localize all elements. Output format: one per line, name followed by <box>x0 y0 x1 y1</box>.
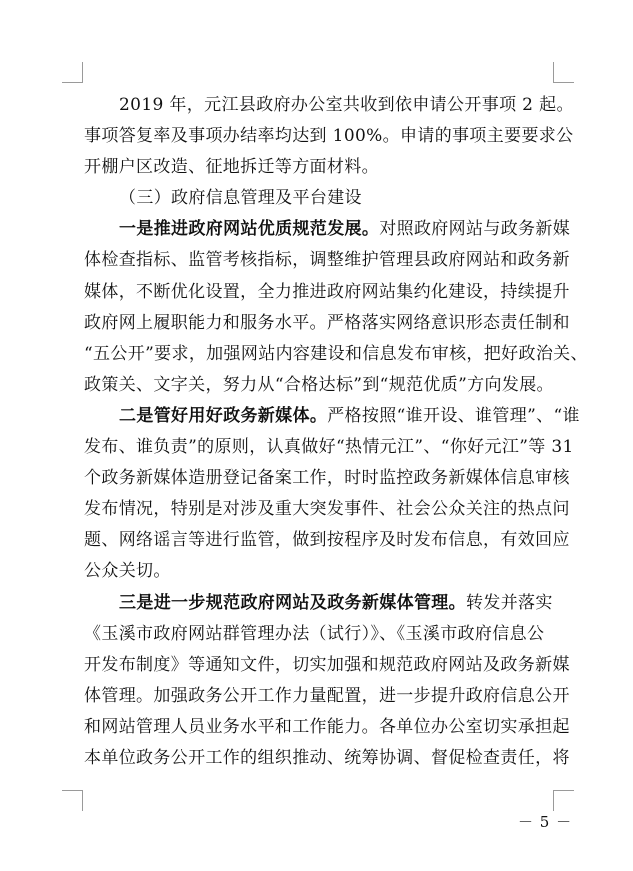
text-line <box>84 463 570 494</box>
line-text: 发布情况，特别是对涉及重大突发事件、社会公众关注的热点问 <box>84 499 570 520</box>
text-line <box>84 245 570 276</box>
line-text: 个政务新媒体造册登记备案工作，时时监控政务新媒体信息审核 <box>84 468 570 489</box>
document-body <box>84 90 588 774</box>
line-text: 媒体，不断优化设置，全力推进政府网站集约化建设，持续提升 <box>84 281 570 302</box>
bold-heading-text: 三是进一步规范政府网站及政务新媒体管理。 <box>119 592 466 613</box>
text-line <box>84 494 570 525</box>
line-text: 开发布制度》等通知文件，切实加强和规范政府网站及政务新媒 <box>84 654 570 675</box>
line-text: 和网站管理人员业务水平和工作能力。各单位办公室切实承担起 <box>84 716 570 737</box>
bold-heading-text: 二是管好用好政务新媒体。 <box>119 405 328 426</box>
text-line <box>84 588 554 619</box>
crop-mark-bottom-left <box>62 790 83 811</box>
line-text: 本单位政务公开工作的组织推动、统筹协调、督促检查责任，将 <box>84 747 570 768</box>
text-line <box>84 90 574 121</box>
text-line <box>84 619 554 650</box>
line-text: 转发并落实 <box>466 592 553 613</box>
line-text: 2019 年，元江县政府办公室共收到依申请公开事项 2 起。 <box>119 95 574 115</box>
text-line <box>84 339 588 370</box>
text-line <box>84 308 570 339</box>
text-line <box>84 401 580 432</box>
line-text: 《玉溪市政府网站群管理办法（试行）》、《玉溪市政府信息公 <box>84 623 545 644</box>
line-text: （三）政府信息管理及平台建设 <box>119 188 362 209</box>
text-line <box>84 743 570 774</box>
bold-heading-text: 一是推进政府网站优质规范发展。 <box>119 219 380 240</box>
line-text: 政策关、文字关，努力从“合格达标”到“规范优质”方向发展。 <box>84 374 554 395</box>
line-text: 题、网络谣言等进行监管，做到按程序及时发布信息，有效回应 <box>84 530 570 551</box>
text-line <box>84 370 554 401</box>
line-text: 发布、谁负责”的原则，认真做好“热情元江”、“你好元江”等 31 <box>84 437 574 458</box>
text-line <box>84 525 570 556</box>
line-text: 政府网上履职能力和服务水平。严格落实网络意识形态责任制和 <box>84 312 570 333</box>
text-line <box>84 650 570 681</box>
line-text: “五公开”要求，加强网站内容建设和信息发布审核，把好政治关、 <box>84 343 588 364</box>
text-line <box>84 556 554 587</box>
text-line <box>84 183 554 214</box>
line-text: 严格按照“谁开设、谁管理”、“谁 <box>327 405 580 426</box>
crop-mark-top-right <box>553 62 574 83</box>
text-line <box>84 681 570 712</box>
text-line <box>84 432 574 463</box>
page-number: － 5 － <box>518 813 573 831</box>
line-text: 对照政府网站与政务新媒 <box>379 219 571 240</box>
crop-mark-bottom-right <box>553 790 574 811</box>
line-text: 体管理。加强政务公开工作力量配置，进一步提升政府信息公开 <box>84 685 570 706</box>
line-text: 事项答复率及事项办结率均达到 100%。申请的事项主要要求公 <box>84 126 574 147</box>
line-text: 体检查指标、监管考核指标，调整维护管理县政府网站和政务新 <box>84 250 570 271</box>
crop-mark-top-left <box>62 62 83 83</box>
text-line <box>84 277 570 308</box>
line-text: 开棚户区改造、征地拆迁等方面材料。 <box>84 157 379 178</box>
text-line <box>84 214 571 245</box>
text-line <box>84 152 554 183</box>
text-line <box>84 121 574 152</box>
line-text: 公众关切。 <box>84 561 171 582</box>
text-line <box>84 712 570 743</box>
